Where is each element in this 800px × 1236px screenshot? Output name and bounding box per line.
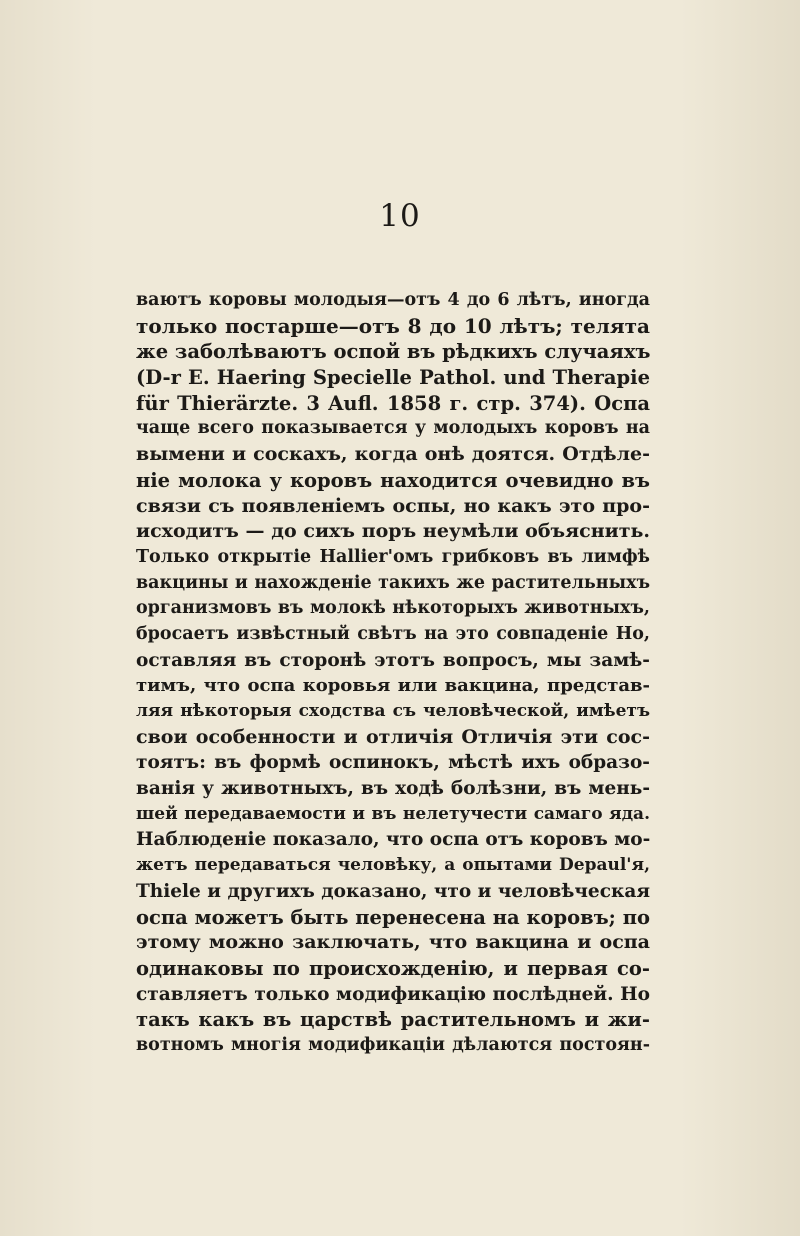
text-line: только постарше—отъ 8 до 10 лѣтъ; телята (136, 313, 650, 338)
text-line: вакцины и нахожденіе такихъ же растительныхъ (136, 572, 650, 593)
text-line: шей передаваемости и въ нелетучести самаго яда. (136, 803, 650, 824)
text-line: связи съ появленіемъ оспы, но какъ это про- (136, 494, 650, 517)
text-line: вымени и соскахъ, когда онѣ доятся. Отдѣле- (136, 443, 650, 466)
text-line: ваютъ коровы молодыя—отъ 4 до 6 лѣтъ, иногда (136, 290, 650, 310)
text-line: жетъ передаваться человѣку, а опытами Depaul'я, (136, 855, 650, 876)
text-line: исходитъ — до сихъ поръ неумѣли объяснить. (136, 520, 650, 543)
text-line: ставляетъ только модификацію послѣдней. Но (136, 983, 650, 1005)
text-line: чаще всего показывается у молодыхъ коровъ на (136, 418, 650, 439)
text-line: ванія у животныхъ, въ ходѣ болѣзни, въ мень- (136, 778, 650, 800)
text-line: Наблюденіе показало, что оспа отъ коровъ мо- (136, 829, 651, 851)
text-line: ляя нѣкоторыя сходства съ человѣческой, имѣетъ (136, 701, 650, 721)
text-line: же заболѣваютъ оспой въ рѣдкихъ случаяхъ (136, 340, 651, 364)
text-line: оспа можетъ быть перенесена на коровъ; по (136, 905, 650, 929)
text-line: Только открытіе Hallier'омъ грибковъ въ лимфѣ (136, 546, 650, 567)
text-line: (D-r E. Haering Specielle Pathol. und Therapie (136, 366, 650, 390)
text-line: тоятъ: въ формѣ оспинокъ, мѣстѣ ихъ образо- (136, 752, 650, 774)
text-line: ніе молока у коровъ находится очевидно въ (136, 468, 650, 492)
text-line: этому можно заключать, что вакцина и оспа (136, 931, 650, 954)
text-line: Thiele и другихъ доказано, что и человѣческая (136, 880, 650, 902)
text-line: вотномъ многія модификаціи дѣлаются постоян- (136, 1034, 650, 1055)
text-line: свои особенности и отличія Отличія эти сос- (136, 725, 650, 748)
text-line: одинаковы по происхожденію, и первая со- (136, 956, 650, 980)
body-text (136, 288, 650, 1059)
text-line: оставляя въ сторонѣ этотъ вопросъ, мы замѣ- (136, 649, 650, 671)
page-number: 10 (379, 198, 421, 234)
text-line: бросаетъ извѣстный свѣтъ на это совпаденіе Но, (136, 623, 650, 644)
text-line: организмовъ въ молокѣ нѣкоторыхъ животныхъ, (136, 598, 650, 619)
text-line: für Thierärzte. 3 Aufl. 1858 г. стр. 374). Оспа (136, 391, 650, 415)
text-line: такъ какъ въ царствѣ растительномъ и жи- (136, 1008, 650, 1032)
text-line: тимъ, что оспа коровья или вакцина, представ- (136, 675, 650, 697)
